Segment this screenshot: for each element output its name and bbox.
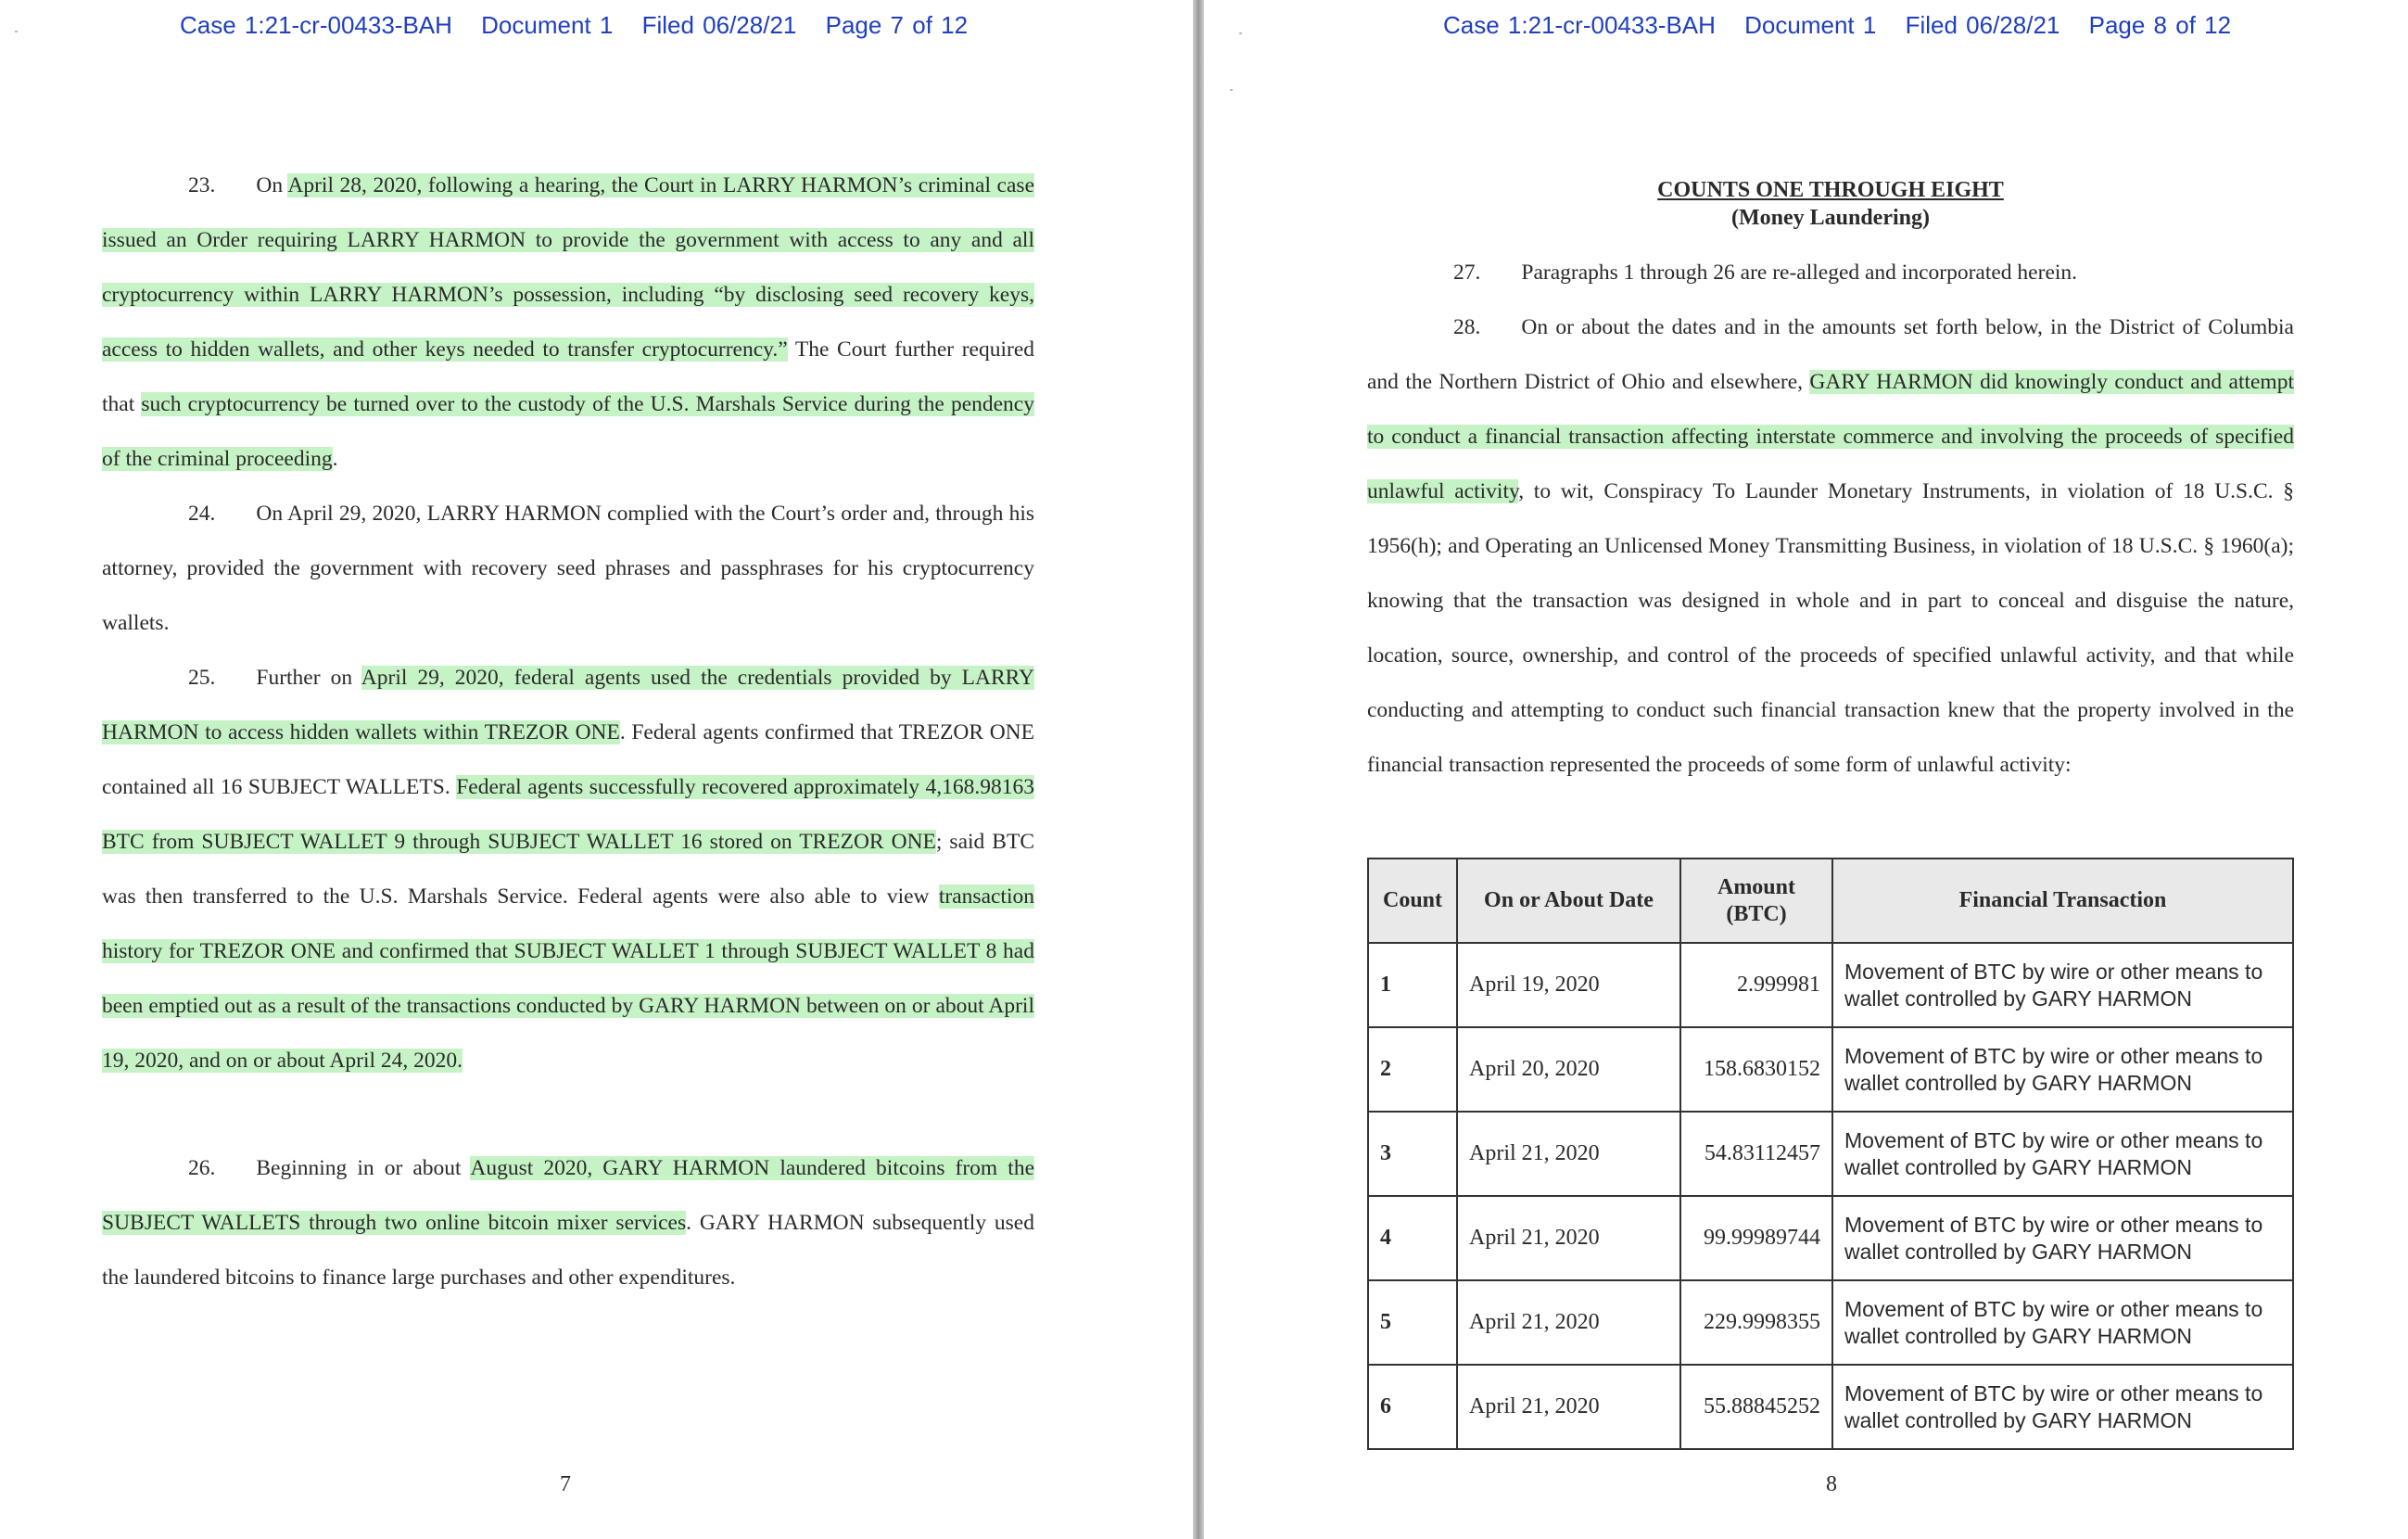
cell-amount: 54.83112457 <box>1680 1112 1832 1196</box>
header-amount-line2: (BTC) <box>1726 901 1787 926</box>
scan-speck <box>1239 32 1242 34</box>
case-number: Case 1:21-cr-00433-BAH <box>1443 11 1716 39</box>
cell-date: April 21, 2020 <box>1457 1196 1680 1280</box>
page-header <box>180 11 988 40</box>
cell-amount: 2.999981 <box>1680 943 1832 1027</box>
filed-date: Filed 06/28/21 <box>641 11 797 39</box>
tx-line2: wallet controlled by GARY HARMON <box>1844 986 2192 1011</box>
cell-transaction <box>1832 1365 2293 1449</box>
page-number: 7 <box>560 1472 571 1496</box>
cell-count: 6 <box>1368 1365 1457 1449</box>
cell-transaction <box>1832 943 2293 1027</box>
text: Paragraphs 1 through 26 are re-alleged and incorporated herein. <box>1521 261 2078 285</box>
tx-line2: wallet controlled by GARY HARMON <box>1844 1070 2192 1095</box>
paragraph-number: 26. <box>188 1156 216 1180</box>
highlight: transaction history for TREZOR ONE and confirmed that SUBJECT WALLET 1 through SUBJECT WALLET 8 had been emptied out as a result of the transactions conducted by GARY HARMON between on or about April 19, 2020, and on or about April 24, 2020. <box>102 884 1034 1073</box>
tx-line1: Movement of BTC by wire or other means to <box>1844 1043 2263 1068</box>
paragraph-number: 25. <box>188 666 216 690</box>
text: The Court further required that <box>102 337 1034 416</box>
paragraph-28 <box>1367 300 2294 793</box>
cell-date: April 20, 2020 <box>1457 1027 1680 1112</box>
tx-line2: wallet controlled by GARY HARMON <box>1844 1323 2192 1348</box>
highlight: GARY HARMON did knowingly conduct and attempt to conduct a financial transaction affecting interstate commerce and involving the proceeds of specified unlawful activity <box>1367 370 2294 503</box>
header-amount-line1: Amount <box>1717 874 1795 899</box>
text: Beginning in or about <box>256 1156 471 1180</box>
text: . GARY HARMON subsequently used the laundered bitcoins to finance large purchases and other expenditures. <box>102 1211 1034 1290</box>
text: ; said BTC was then transferred to the U.S. Marshals Service. Federal agents were also able to view <box>102 830 1034 909</box>
document-page-8 <box>1204 0 2408 1539</box>
scan-speck <box>15 31 18 32</box>
text: On <box>256 173 288 197</box>
tx-line1: Movement of BTC by wire or other means to <box>1844 1296 2263 1321</box>
cell-transaction <box>1832 1027 2293 1112</box>
cell-transaction <box>1832 1196 2293 1280</box>
paragraph-number: 27. <box>1453 261 1481 285</box>
paragraph-number: 24. <box>188 502 216 526</box>
cell-date: April 19, 2020 <box>1457 943 1680 1027</box>
tx-line1: Movement of BTC by wire or other means to <box>1844 1380 2263 1405</box>
page-of: Page 7 of 12 <box>825 11 969 39</box>
table-row <box>1368 1280 2293 1365</box>
paragraph-25 <box>102 651 1034 1088</box>
section-subtitle: (Money Laundering) <box>1730 206 1930 230</box>
page-divider[interactable] <box>1193 0 1204 1539</box>
table-row <box>1368 1365 2293 1449</box>
table-row <box>1368 1027 2293 1112</box>
paragraph-26 <box>102 1141 1034 1305</box>
case-number: Case 1:21-cr-00433-BAH <box>180 11 452 39</box>
highlight: August 2020, GARY HARMON laundered bitcoins from the SUBJECT WALLETS through two online bitcoin mixer services <box>102 1156 1035 1235</box>
paragraph-27 <box>1367 246 2294 300</box>
tx-line1: Movement of BTC by wire or other means to <box>1844 1127 2263 1152</box>
highlight: such cryptocurrency be turned over to the custody of the U.S. Marshals Service during the pendency of the criminal proceeding <box>102 392 1034 471</box>
cell-date: April 21, 2020 <box>1457 1112 1680 1196</box>
highlight: April 28, 2020, following a hearing, the Court in LARRY HARMON’s criminal case issued an Order requiring LARRY HARMON to provide the government with access to any and all cryptocurrency within LARRY HARMON’s possession, including “by disclosing seed recovery keys, access to hidden wallets, and other keys needed to transfer cryptocurrency.” <box>102 173 1034 362</box>
counts-heading <box>1367 176 2294 232</box>
highlight: Federal agents successfully recovered approximately 4,168.98163 BTC from SUBJECT WALLET 9 through SUBJECT WALLET 16 stored on TREZOR ONE <box>102 775 1034 854</box>
header-count: Count <box>1368 859 1457 943</box>
cell-count: 3 <box>1368 1112 1457 1196</box>
header-amount <box>1680 859 1832 943</box>
page-of: Page 8 of 12 <box>2088 11 2232 39</box>
tx-line2: wallet controlled by GARY HARMON <box>1844 1239 2192 1264</box>
tx-line2: wallet controlled by GARY HARMON <box>1844 1154 2192 1179</box>
tx-line1: Movement of BTC by wire or other means to <box>1844 1212 2263 1237</box>
text: . <box>332 447 338 471</box>
cell-amount: 229.9998355 <box>1680 1280 1832 1365</box>
text: On or about the dates and in the amounts set forth below, in the District of Columbia and the Northern District of Ohio and elsewhere, <box>1367 315 2294 394</box>
cell-transaction <box>1832 1112 2293 1196</box>
page-number: 8 <box>1826 1472 1837 1496</box>
text: . Federal agents confirmed that TREZOR ONE contained all 16 SUBJECT WALLETS. <box>102 720 1034 799</box>
page-header <box>1443 11 2251 40</box>
text: Further on <box>256 666 361 690</box>
cell-transaction <box>1832 1280 2293 1365</box>
cell-count: 1 <box>1368 943 1457 1027</box>
cell-count: 5 <box>1368 1280 1457 1365</box>
highlight: April 29, 2020, federal agents used the credentials provided by LARRY HARMON to access hidden wallets within TREZOR ONE <box>102 666 1035 744</box>
paragraph-number: 28. <box>1453 315 1481 339</box>
document-number: Document 1 <box>481 11 614 39</box>
paragraph-number: 23. <box>188 173 216 197</box>
transactions-table <box>1367 858 2294 1450</box>
filed-date: Filed 06/28/21 <box>1905 11 2060 39</box>
cell-amount: 99.99989744 <box>1680 1196 1832 1280</box>
scan-speck <box>1230 89 1233 91</box>
cell-date: April 21, 2020 <box>1457 1365 1680 1449</box>
text: On April 29, 2020, LARRY HARMON complied with the Court’s order and, through his attorney, provided the government with recovery seed phrases and passphrases for his cryptocurrency wallets. <box>102 502 1034 635</box>
document-page-7 <box>0 0 1193 1539</box>
cell-count: 2 <box>1368 1027 1457 1112</box>
cell-amount: 55.88845252 <box>1680 1365 1832 1449</box>
paragraph-24 <box>102 487 1034 651</box>
document-number: Document 1 <box>1744 11 1877 39</box>
cell-date: April 21, 2020 <box>1457 1280 1680 1365</box>
table-row <box>1368 943 2293 1027</box>
text: , to wit, Conspiracy To Launder Monetary Instruments, in violation of 18 U.S.C. § 1956(h); and Operating an Unlicensed Money Transmitting Business, in violation of 18 U.S.C. § 1960(a); knowing that the transaction was designed in whole and in part to conceal and disguise the nature, location, source, ownership, and control of the proceeds of specified unlawful activity, and that while conducting and attempting to conduct such financial transaction knew that the property involved in the financial transaction represented the proceeds of some form of unlawful activity: <box>1367 479 2294 777</box>
paragraph-23 <box>102 159 1034 487</box>
cell-amount: 158.6830152 <box>1680 1027 1832 1112</box>
table-row <box>1368 1196 2293 1280</box>
header-transaction: Financial Transaction <box>1832 859 2293 943</box>
table-header-row <box>1368 859 2293 943</box>
table-row <box>1368 1112 2293 1196</box>
tx-line1: Movement of BTC by wire or other means to <box>1844 959 2263 984</box>
tx-line2: wallet controlled by GARY HARMON <box>1844 1407 2192 1432</box>
section-title: COUNTS ONE THROUGH EIGHT <box>1657 178 2004 202</box>
header-date: On or About Date <box>1457 859 1680 943</box>
cell-count: 4 <box>1368 1196 1457 1280</box>
